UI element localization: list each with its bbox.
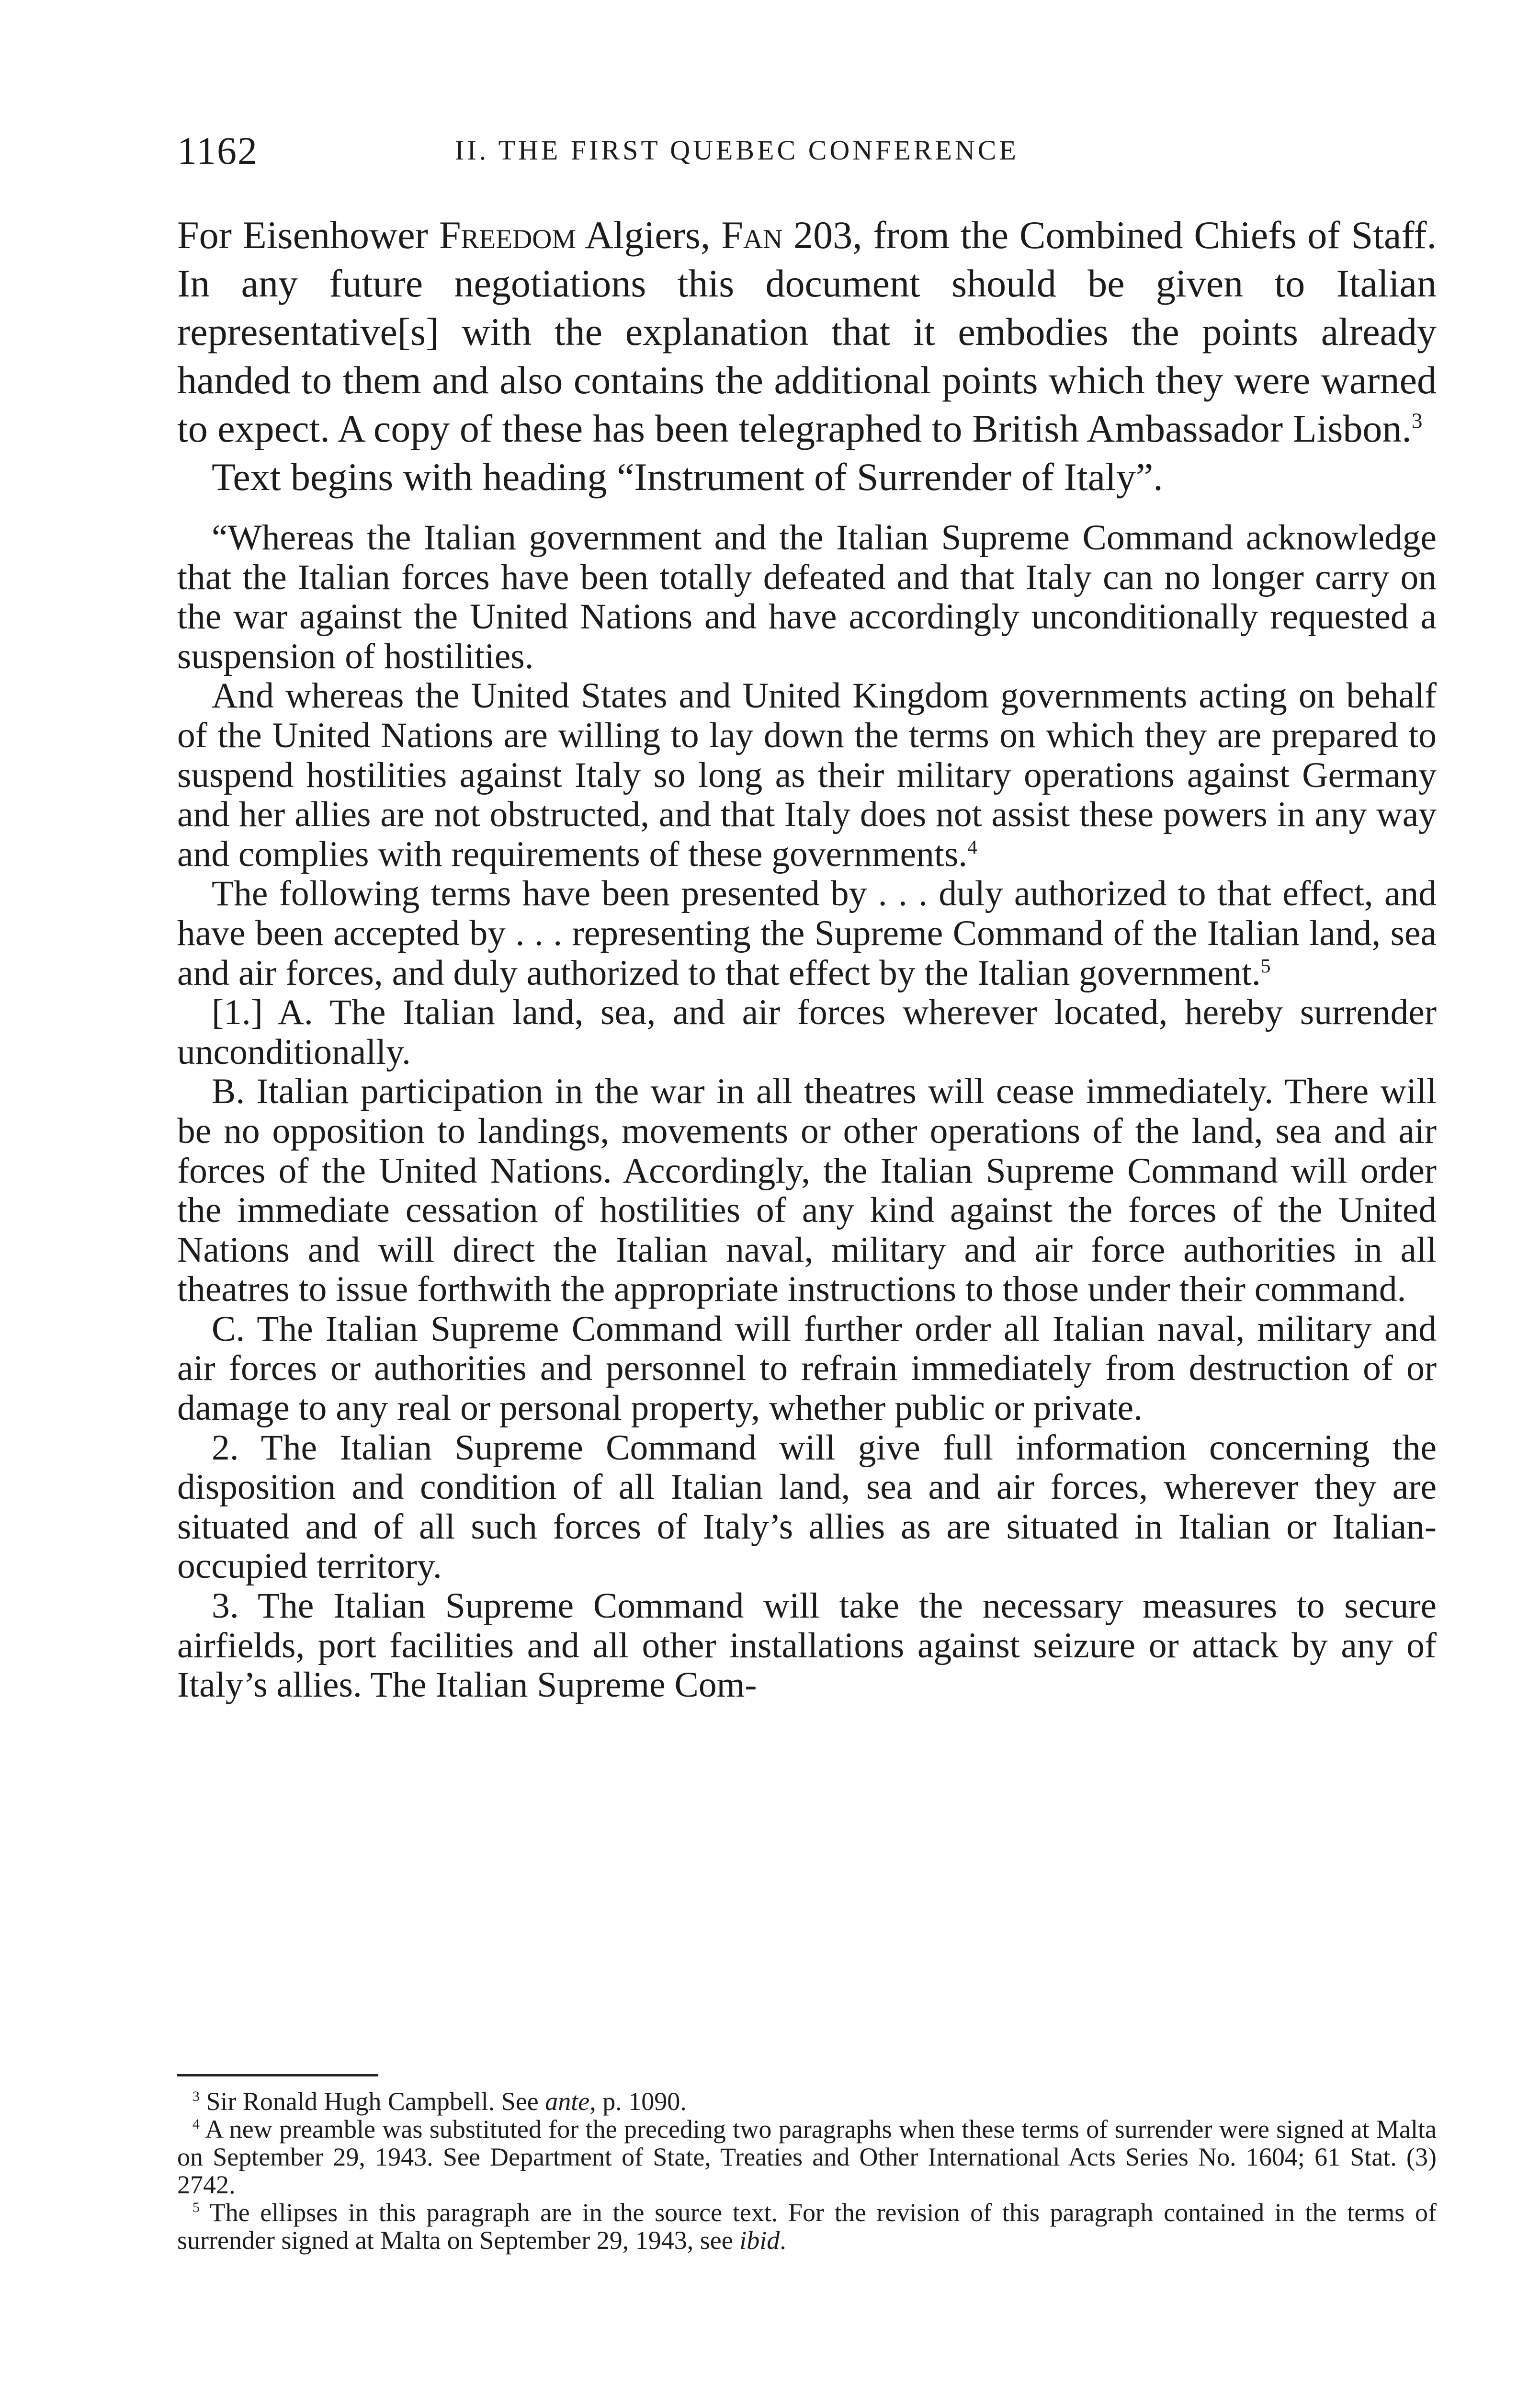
instrument-paragraph-1b: B. Italian participation in the war in all theatres will cease immediately. There will be no opposition to landings, movements or other operations of the land, sea and air forces of the United Nations. Accordingly, the Italian Supreme Command will order the immediate cessation of hostilities of any kind against the forces of the United Nations and will direct the Italian naval, military and air force authorities in all theatres to issue forthwith the appropriate instructions to those under their command. [177,1072,1437,1310]
page-number: 1162 [177,129,258,172]
instrument-paragraph-1a: [1.] A. The Italian land, sea, and air forces wherever located, hereby surrender unconditionally. [177,992,1437,1072]
cover-text-start: For Eisenhower [177,213,439,257]
body-text [177,211,1437,1705]
heading-paragraph: Text begins with heading “Instrument of Surrender of Italy”. [212,455,1163,499]
footnote-5-ibid: ibid [739,2226,780,2255]
cover-paragraph [177,211,1437,453]
footnote-3 [177,2087,1437,2115]
and-whereas-text: And whereas the United States and United Kingdom governments acting on behalf of the United Nations are willing to lay down the terms on which they are prepared to suspend hostilities against Italy so long as their military operations against Germany and her allies are not obstructed, and that Italy does not assist these powers in any way and complies with requirements of these governments. [177,676,1437,874]
footnotes [177,2087,1437,2254]
terms-text: The following terms have been presented by . . . duly authorized to that effect, and have been accepted by . . . representing the Supreme Command of the Italian land, sea and air forces, and duly authorized to that effect by the Italian government. [177,874,1437,993]
footnote-ref-5: 5 [1260,954,1271,977]
footnote-mark-4: 4 [192,2117,200,2132]
cover-message [177,211,1437,501]
footnote-mark-3: 3 [192,2089,200,2104]
footnote-3-ante: ante [545,2087,590,2116]
instrument-text [177,518,1437,1705]
instrument-paragraph-whereas: “Whereas the Italian government and the Italian Supreme Command acknowledge that the Italian forces have been totally defeated and that Italy can no longer carry on the war against the United Nations and have accordingly unconditionally requested a suspension of hostilities. [177,518,1437,676]
page-header [177,128,1437,171]
instrument-paragraph-2: 2. The Italian Supreme Command will give full information concerning the disposition and condition of all Italian land, sea and air forces, wherever they are situated and of all such forces of Italy’s allies as are situated in Italian or Italian-occupied territory. [177,1427,1437,1586]
footnote-5-text-b: . [780,2226,786,2255]
cover-text-mid: Algiers, [576,213,722,257]
footnote-4-text: A new preamble was substituted for the preceding two paragraphs when these terms of surrender were signed at Malta on September 29, 1943. See Department of State, Treaties and Other International Acts Series No. 1604; 61 Stat. (3) 2742. [177,2115,1437,2199]
footnote-3-text-b: , p. 1090. [589,2087,687,2116]
footnote-ref-3: 3 [1411,409,1423,433]
code-word-fan: Fan [721,213,783,257]
instrument-paragraph-3: 3. The Italian Supreme Command will take the necessary measures to secure airfields, port facilities and all other installations against seizure or attack by any of Italy’s allies. The Italian Supreme Com- [177,1586,1437,1705]
footnote-ref-4: 4 [967,835,977,858]
footnote-5-text-a: The ellipses in this paragraph are in the source text. For the revision of this paragraph contained in the terms of surrender signed at Malta on September 29, 1943, see [177,2198,1437,2255]
footnote-divider [177,2074,378,2076]
cover-text-end: 203, from the Combined Chiefs of Staff. In any future negotiations this document should be given to Italian representative[s] with the explanation that it embodies the points already handed to them and also contains the additional points which they were warned to expect. A copy of these has been telegraphed to British Ambassador Lisbon. [177,213,1437,450]
footnote-mark-5: 5 [192,2200,200,2215]
instrument-paragraph-terms [177,874,1437,993]
running-head: II. THE FIRST QUEBEC CONFERENCE [455,135,1019,166]
footnote-4 [177,2115,1437,2199]
instrument-paragraph-and-whereas [177,676,1437,874]
code-word-freedom: Freedom [439,213,577,257]
instrument-paragraph-1c: C. The Italian Supreme Command will further order all Italian naval, military and air forces or authorities and personnel to refrain immediately from destruction of or damage to any real or personal property, whether public or private. [177,1309,1437,1428]
footnote-5 [177,2199,1437,2254]
footnote-3-text-a: Sir Ronald Hugh Campbell. See [199,2087,545,2116]
